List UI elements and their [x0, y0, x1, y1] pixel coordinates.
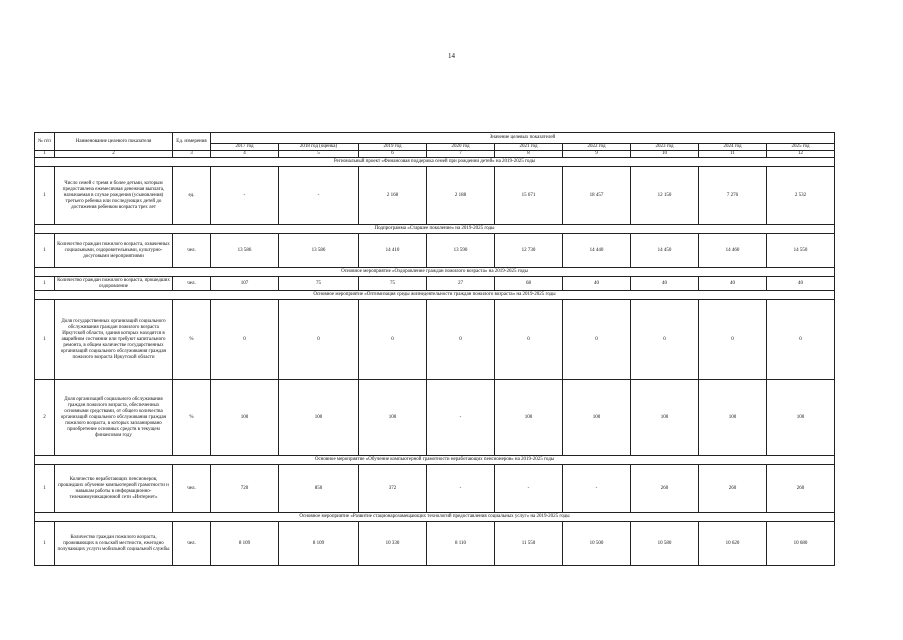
value-cell: 100	[631, 380, 699, 456]
value-cell: 40	[563, 277, 631, 291]
value-cell: 260	[699, 465, 767, 513]
table-row	[35, 167, 835, 225]
table-row	[35, 234, 835, 268]
value-cell: 0	[427, 300, 495, 380]
section-title: Основное мероприятие «Обучение компьютерной грамотности неработающих пенсионеров» на 2019-2025 годы	[35, 456, 835, 465]
table-body	[35, 158, 835, 566]
value-cell: -	[211, 167, 279, 225]
value-cell: 100	[495, 380, 563, 456]
value-cell: 8 109	[211, 522, 279, 566]
column-number: 10	[631, 151, 699, 158]
section-row	[35, 268, 835, 277]
table-row	[35, 522, 835, 566]
column-number: 2	[55, 151, 173, 158]
unit-cell: чел.	[173, 277, 211, 291]
header-year: 2024 год	[699, 144, 767, 151]
value-cell: 13 586	[279, 234, 359, 268]
value-cell: 75	[359, 277, 427, 291]
column-number: 9	[563, 151, 631, 158]
value-cell: 107	[211, 277, 279, 291]
column-number: 4	[211, 151, 279, 158]
value-cell: 100	[359, 380, 427, 456]
section-title: Основное мероприятие «Оптимизация среды жизнедеятельности граждан пожилого возраста» на 2019-2025 годы	[35, 291, 835, 300]
value-cell: 2 188	[427, 167, 495, 225]
header-year: 2023 год	[631, 144, 699, 151]
header-year: 2025 год	[767, 144, 835, 151]
indicator-name: Число семей с тремя и более детьми, которым предоставлена ежемесячная денежная выплата, назначаемая в случае рождения (усыновления) третьего ребенка или последующих детей до достижения ребенком возраста трех лет	[55, 167, 173, 225]
value-cell: 10 620	[699, 522, 767, 566]
value-cell: -	[427, 380, 495, 456]
header-year: 2019 год	[359, 144, 427, 151]
indicator-name: Количество граждан пожилого возраста, проживающих в сельской местности, ежегодно получающих услуги мобильной социальной службы	[55, 522, 173, 566]
row-number: 1	[35, 277, 55, 291]
column-number: 1	[35, 151, 55, 158]
value-cell: 2 168	[359, 167, 427, 225]
header-num: № п/п	[35, 133, 55, 151]
row-number: 1	[35, 300, 55, 380]
value-cell: 40	[767, 277, 835, 291]
value-cell: 14 550	[767, 234, 835, 268]
column-number: 6	[359, 151, 427, 158]
value-cell: 12 150	[631, 167, 699, 225]
value-cell: 8 109	[279, 522, 359, 566]
indicator-name: Доля государственных организаций социального обслуживания граждан пожилого возраста Иркутской области, здания которых находятся в аварийном состоянии или требуют капитального ремонта, в общем количестве государственных организаций социального обслуживания граждан пожилого возраста Иркутской области	[55, 300, 173, 380]
target-indicators-table	[34, 132, 835, 566]
value-cell: 100	[699, 380, 767, 456]
section-row	[35, 225, 835, 234]
section-title: Основное мероприятие «Оздоровление граждан пожилого возраста» на 2019-2025 годы	[35, 268, 835, 277]
column-number: 7	[427, 151, 495, 158]
unit-cell: чел.	[173, 522, 211, 566]
value-cell: 10 330	[359, 522, 427, 566]
value-cell: -	[427, 465, 495, 513]
value-cell: 75	[279, 277, 359, 291]
value-cell: 0	[631, 300, 699, 380]
value-cell: 100	[279, 380, 359, 456]
table-row	[35, 380, 835, 456]
section-title: Основное мероприятие «Развитие стационарозамещающих технологий предоставления социальных услуг» на 2019-2025 годы	[35, 513, 835, 522]
value-cell: 14 410	[359, 234, 427, 268]
unit-cell: %	[173, 380, 211, 456]
value-cell: 0	[699, 300, 767, 380]
header-values: Значение целевых показателей	[211, 133, 835, 144]
section-title: Подпрограмма «Старшее поколение» на 2019-2025 годы	[35, 225, 835, 234]
value-cell: 720	[211, 465, 279, 513]
section-row	[35, 456, 835, 465]
row-number: 1	[35, 465, 55, 513]
unit-cell: чел.	[173, 465, 211, 513]
table-row	[35, 465, 835, 513]
value-cell: 0	[495, 300, 563, 380]
value-cell: -	[279, 167, 359, 225]
value-cell: 0	[211, 300, 279, 380]
value-cell: 0	[359, 300, 427, 380]
value-cell: 12 730	[495, 234, 563, 268]
header-year: 2017 год	[211, 144, 279, 151]
column-numbers-row	[35, 151, 835, 158]
value-cell: -	[563, 465, 631, 513]
value-cell: 14 450	[631, 234, 699, 268]
value-cell: 100	[211, 380, 279, 456]
section-row	[35, 291, 835, 300]
value-cell: 100	[563, 380, 631, 456]
column-number: 5	[279, 151, 359, 158]
value-cell: 18 457	[563, 167, 631, 225]
column-number: 8	[495, 151, 563, 158]
value-cell: 100	[767, 380, 835, 456]
value-cell: 68	[495, 277, 563, 291]
value-cell: 10 680	[767, 522, 835, 566]
header-year: 2021 год	[495, 144, 563, 151]
value-cell: 14 440	[563, 234, 631, 268]
value-cell: 13 590	[427, 234, 495, 268]
value-cell: 15 671	[495, 167, 563, 225]
value-cell: 2 532	[767, 167, 835, 225]
value-cell: 0	[279, 300, 359, 380]
column-number: 11	[699, 151, 767, 158]
value-cell: 372	[359, 465, 427, 513]
value-cell: 10 500	[563, 522, 631, 566]
header-year: 2022 год	[563, 144, 631, 151]
value-cell: 260	[631, 465, 699, 513]
unit-cell: чел.	[173, 234, 211, 268]
section-row	[35, 158, 835, 167]
value-cell: 260	[767, 465, 835, 513]
indicator-name: Количество граждан пожилого возраста, охваченных социальными, оздоровительными, культурно-досуговыми мероприятиями	[55, 234, 173, 268]
value-cell: 850	[279, 465, 359, 513]
indicator-name: Количество граждан пожилого возраста, прошедших оздоровление	[55, 277, 173, 291]
header-name: Наименование целевого показателя	[55, 133, 173, 151]
value-cell: 0	[767, 300, 835, 380]
header-year: 2020 год	[427, 144, 495, 151]
row-number: 1	[35, 234, 55, 268]
value-cell: 0	[563, 300, 631, 380]
value-cell: -	[495, 465, 563, 513]
indicator-name: Количество неработающих пенсионеров, прошедших обучение компьютерной грамотности и навыкам работы в информационно-телекоммуникационной сети «Интернет»	[55, 465, 173, 513]
value-cell: 40	[631, 277, 699, 291]
table-row	[35, 277, 835, 291]
indicator-name: Доля организаций социального обслуживания граждан пожилого возраста, обеспеченных основными средствами, от общего количества организаций социального обслуживания граждан пожилого возраста, в которых запланировано приобретение основных средств в текущем финансовом году	[55, 380, 173, 456]
section-title: Региональный проект «Финансовая поддержка семей при рождении детей» на 2019-2025 годы	[35, 158, 835, 167]
unit-cell: ед.	[173, 167, 211, 225]
unit-cell: %	[173, 300, 211, 380]
value-cell: 40	[699, 277, 767, 291]
value-cell: 14 460	[699, 234, 767, 268]
header-row	[35, 133, 835, 144]
value-cell: 8 110	[427, 522, 495, 566]
value-cell: 10 580	[631, 522, 699, 566]
row-number: 2	[35, 380, 55, 456]
value-cell: 13 586	[211, 234, 279, 268]
value-cell: 7 276	[699, 167, 767, 225]
value-cell: 11 550	[495, 522, 563, 566]
column-number: 3	[173, 151, 211, 158]
page-number: 14	[448, 52, 455, 60]
row-number: 1	[35, 167, 55, 225]
header-year: 2018 год (оценка)	[279, 144, 359, 151]
section-row	[35, 513, 835, 522]
table-row	[35, 300, 835, 380]
value-cell: 27	[427, 277, 495, 291]
column-number: 12	[767, 151, 835, 158]
row-number: 1	[35, 522, 55, 566]
header-unit: Ед. измерения	[173, 133, 211, 151]
